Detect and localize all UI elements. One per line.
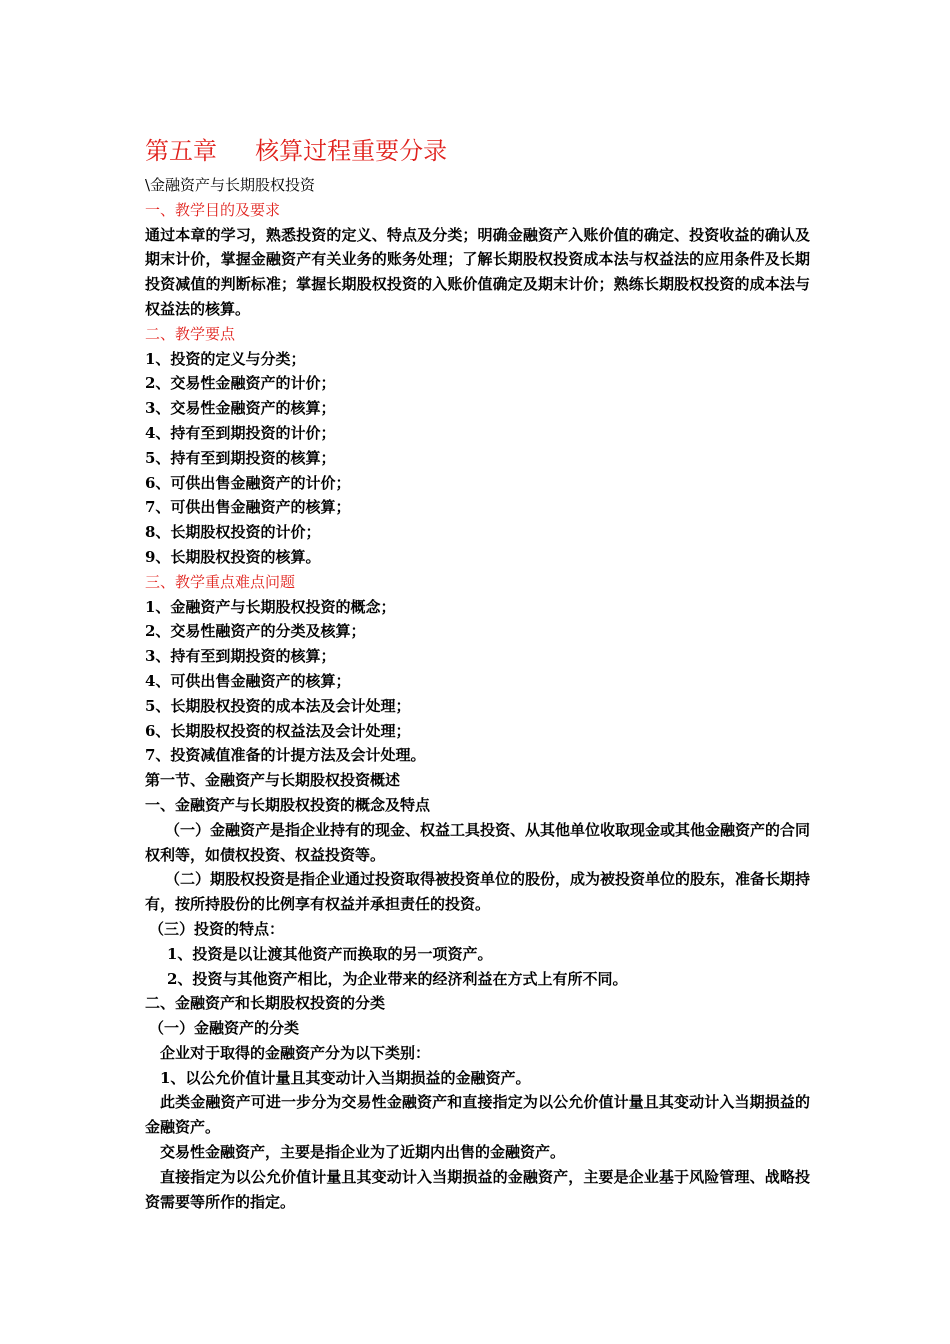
part1-paragraph-2: （二）期股权投资是指企业通过投资取得被投资单位的股份，成为被投资单位的股东，准备长期持有，按所持股份的比例享有权益并承担责任的投资。 [145, 870, 811, 914]
section2-item: 3、交易性金融资产的核算； [145, 399, 336, 418]
section2-item: 1、投资的定义与分类； [145, 349, 306, 368]
part1-feature-item: 2、投资与其他资产相比，为企业带来的经济利益在方式上有所不同。 [167, 969, 628, 988]
part1-sub-item: 1、以公允价值计量且其变动计入当期损益的金融资产。 [160, 1068, 531, 1087]
section2-item: 2、交易性金融资产的计价； [145, 374, 336, 393]
part1-subheading: （一）金融资产的分类 [149, 1019, 300, 1038]
part1-paragraph-3: （三）投资的特点： [149, 919, 285, 938]
section1-heading: 一、教学目的及要求 [145, 200, 281, 219]
section1-body: 通过本章的学习，熟悉投资的定义、特点及分类；明确金融资产入账价值的确定、投资收益的确认及期末计价，掌握金融资产有关业务的账务处理；了解长期股权投资成本法与权益法的应用条件及长期投资减值的判断标准；掌握长期股权投资的入账价值确定及期末计价；熟练长期股权投资的成本法与权益法的核算。 [145, 225, 810, 318]
section3-heading: 三、教学重点难点问题 [145, 572, 296, 591]
section2-item: 4、持有至到期投资的计价； [145, 423, 336, 442]
part1-sub-paragraph: 直接指定为以公允价值计量且其变动计入当期损益的金融资产，主要是企业基于风险管理、战略投资需要等所作的指定。 [145, 1167, 810, 1211]
section2-item: 8、长期股权投资的计价； [145, 523, 321, 542]
section3-item: 2、交易性融资产的分类及核算； [145, 622, 366, 641]
chapter-title: 第五章 核算过程重要分录 [145, 137, 448, 165]
part1-title: 第一节、金融资产与长期股权投资概述 [145, 771, 401, 790]
section2-item: 7、可供出售金融资产的核算； [145, 498, 351, 517]
part1-paragraph-1: （一）金融资产是指企业持有的现金、权益工具投资、从其他单位收取现金或其他金融资产的合同权利等，如债权投资、权益投资等。 [145, 820, 811, 864]
section3-item: 3、持有至到期投资的核算； [145, 647, 336, 666]
part1-sub-paragraph: 交易性金融资产，主要是指企业为了近期内出售的金融资产。 [160, 1143, 566, 1162]
section2-item: 6、可供出售金融资产的计价； [145, 473, 351, 492]
part1-heading-1: 一、金融资产与长期股权投资的概念及特点 [145, 795, 431, 814]
subtitle: \金融资产与长期股权投资 [145, 176, 316, 194]
section2-item: 5、持有至到期投资的核算； [145, 448, 336, 467]
part1-sub-paragraph: 此类金融资产可进一步分为交易性金融资产和直接指定为以公允价值计量且其变动计入当期损益的金融资产。 [145, 1093, 810, 1137]
part1-sub-intro: 企业对于取得的金融资产分为以下类别： [160, 1043, 431, 1062]
part1-feature-item: 1、投资是以让渡其他资产而换取的另一项资产。 [167, 944, 493, 963]
section3-item: 5、长期股权投资的成本法及会计处理； [145, 696, 411, 715]
document-content [145, 133, 810, 1214]
section2-heading: 二、教学要点 [145, 324, 236, 343]
part1-heading-2: 二、金融资产和长期股权投资的分类 [145, 994, 386, 1013]
section3-item: 7、投资减值准备的计提方法及会计处理。 [145, 746, 426, 765]
section3-item: 4、可供出售金融资产的核算； [145, 671, 351, 690]
section3-item: 1、金融资产与长期股权投资的概念； [145, 597, 396, 616]
section3-item: 6、长期股权投资的权益法及会计处理； [145, 721, 411, 740]
section2-item: 9、长期股权投资的核算。 [145, 547, 321, 566]
